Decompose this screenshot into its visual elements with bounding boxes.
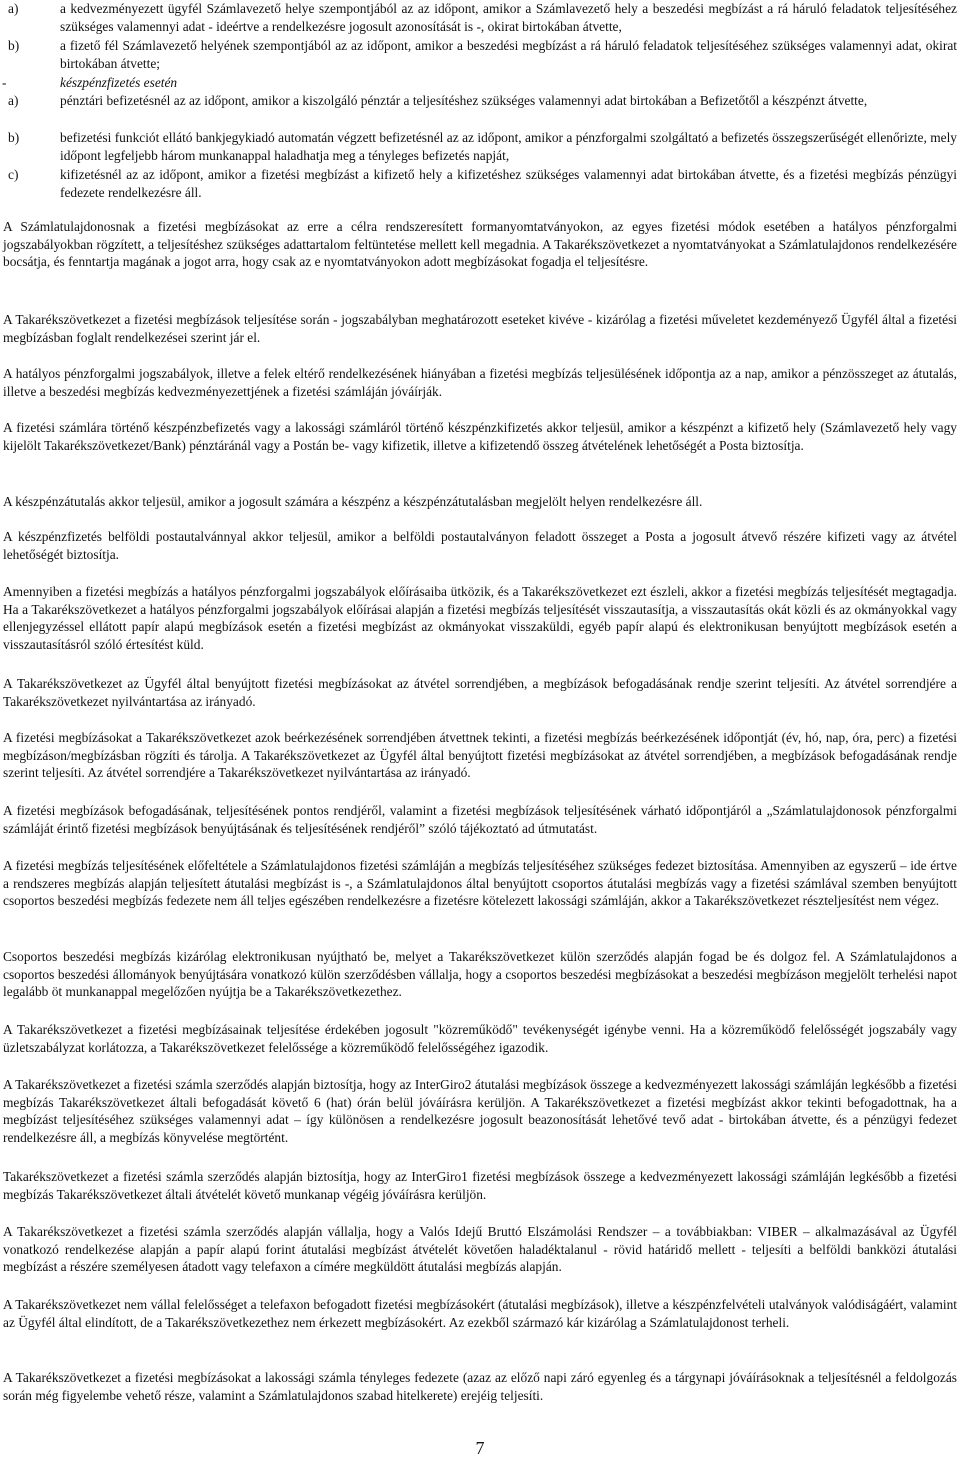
paragraph: A készpénzfizetés belföldi postautalvánnyal akkor teljesül, amikor a belföldi postautalványon feladott összeget a Posta a jogosult átvevő részére kifizeti vagy az átvétel lehetőségét biztosítja. [3,529,957,562]
paragraph: A Takarékszövetkezet nem vállal felelősséget a telefaxon befogadott fizetési megbízásokért (átutalási megbízások), illetve a készpénzfelvételi utalványok valódiságáért, valamint az Ügyfél által elindított, de a Takarékszövetkezethez nem érkezett megbízásokért. Az ezekből származó kár kizárólag a Számlatulajdonost terheli. [3,1297,957,1330]
paragraph: A Takarékszövetkezet a fizetési megbízások teljesítése során - jogszabályban meghatározott eseteket kivéve - kizárólag a fizetési műveletet kezdeményező Ügyfél által a fizetési megbízásban foglalt rendelkezései szerint jár el. [3,312,957,345]
list-item-text: pénztári befizetésnél az az időpont, amikor a kiszolgáló pénztár a teljesítéshez szükséges valamennyi adat birtokában a Befizetőtől a készpénzt átvette, [60,93,868,108]
list-item-text: a fizető fél Számlavezető helyének szempontjából az az időpont, amikor a beszedési megbízást a rá háruló feladatok teljesítéséhez szükséges valamennyi adat, okirat birtokában átvette; [60,38,957,71]
paragraph: A fizetési megbízások befogadásának, teljesítésének pontos rendjéről, valamint a fizetési megbízások teljesítésének várható időpontjáról a „Számlatulajdonosok pénzforgalmi számláját érintő fizetési megbízások benyújtásának és teljesítésének rendjéről” szóló tájékoztató ad útmutatást. [3,803,957,836]
list-item-text: a kedvezményezett ügyfél Számlavezető helye szempontjából az az időpont, amikor a Számlavezető hely a beszedési megbízást a rá háruló feladatok teljesítéséhez szükséges valamennyi adat - ideértve a rendelkezésre jogosult azonosítását is -, okirat birtokában átvette, [60,1,957,34]
list-item-text: befizetési funkciót ellátó bankjegykiadó automatán végzett befizetésnél az az időpont, amikor a pénzforgalmi szolgáltató a befizetés összegszerűségét ellenőrizte, mely időpont legfeljebb három munkanappal haladhatja meg a tényleges befizetés napját, [60,130,957,163]
paragraph: A Takarékszövetkezet a fizetési számla szerződés alapján biztosítja, hogy az InterGiro2 átutalási megbízások összege a kedvezményezett lakossági számláján legkésőbb a fizetési megbízás Takarékszövetkezet általi befogadását követő 6 (hat) órán belül jóváírásra kerüljön. A Takarékszövetkezet a fizetési megbízást akkor tekinti befogadottnak, ha a megbízást teljesítéséhez szükséges valamennyi adat – így különösen a rendelkezésre jogosult beazonosítását lehetővé tevő adat - birtokában átvette, és a pénzügyi fedezet rendelkezésre áll, a megbízás könyvelése megtörtént. [3,1077,957,1145]
paragraph: A Takarékszövetkezet a fizetési megbízásainak teljesítése érdekében jogosult "közreműködő" tevékenységét igénybe venni. Ha a közreműködő felelősségét jogszabály vagy üzletszabályzat korlátozza, a Takarékszövetkezet felelőssége a közreműködő felelősségéhez igazodik. [3,1022,957,1055]
page-number: 7 [475,1438,485,1458]
paragraph: A Számlatulajdonosnak a fizetési megbízásokat az erre a célra rendszeresített formanyomtatványokon, az egyes fizetési módok esetében a hatályos pénzforgalmi jogszabályokban rögzített, a teljesítéshez szükséges adattartalom feltüntetése mellett kell megadnia. A Takarékszövetkezet a nyomtatványokat a Számlatulajdonos rendelkezésére bocsátja, és fenntartja magának a jogot arra, hogy csak az e nyomtatványokon adott megbízásokat fogadja el teljesítésre. [3,219,957,270]
list-marker: a) [8,1,19,16]
paragraph: Csoportos beszedési megbízás kizárólag elektronikusan nyújtható be, melyet a Takarékszövetkezet külön szerződés alapján fogad be és dolgoz fel. A Számlatulajdonos a csoportos beszedési állományok benyújtására vonatkozó külön szerződésben vállalja, hogy a csoportos beszedési megbízásokat a beszedési megbízáson megjelölt terhelési napot legalább öt munkanappal megelőzően nyújtja be a Takarékszövetkezethez. [3,949,957,1000]
paragraph: A fizetési megbízásokat a Takarékszövetkezet azok beérkezésének sorrendjében átvettnek tekinti, a fizetési megbízás beérkezésének időpontját (év, hó, nap, óra, perc) a fizetési megbízáson/megbízásban rögzíti és tárolja. A Takarékszövetkezet az Ügyfél által benyújtott fizetési megbízásokat az átvétel sorrendjében, a megbízások befogadásának rendje szerint teljesíti. Az átvétel sorrendjére a Takarékszövetkezet nyilvántartása az irányadó. [3,730,957,781]
paragraph: A Takarékszövetkezet a fizetési megbízásokat a lakossági számla tényleges fedezete (azaz az előző napi záró egyenleg és a tárgynapi jóváírásoknak a teljesítésnél a feldolgozás során még figyelembe vehető része, valamint a Számlatulajdonos szabad hitelkerete) erejéig teljesíti. [3,1370,957,1403]
list-marker: b) [8,38,20,53]
list-item-text: kifizetésnél az az időpont, amikor a fizetési megbízást a kifizető hely a kifizetéshez szükséges valamennyi adat birtokában átvette, és a fizetési megbízás pénzügyi fedezete rendelkezésre áll. [60,167,957,200]
paragraph: Amennyiben a fizetési megbízás a hatályos pénzforgalmi jogszabályok előírásaiba ütközik, és a Takarékszövetkezet ezt észleli, akkor a fizetési megbízás teljesítését megtagadja. Ha a Takarékszövetkezet a hatályos pénzforgalmi jogszabályok előírásai alapján a fizetési megbízás teljesítését visszautasítja, a visszautasítás okát közli és az okmányokkal vagy ellenjegyzéssel ellátott papír alapú megbízások esetén a fizetési megbízást az okmányokat visszaküldi, egyéb papír alapú és elektronikusan benyújtott megbízások esetén a visszautasításról szóló értesítést küld. [3,584,957,652]
dash-marker: - [2,75,7,90]
subheading: készpénzfizetés esetén [60,75,178,90]
paragraph: A fizetési számlára történő készpénzbefizetés vagy a lakossági számláról történő készpénzkifizetés akkor teljesül, amikor a készpénzt a kifizető hely (Számlavezető hely vagy kijelölt Takarékszövetkezet/Bank) pénztáránál vagy a Postán be- vagy kifizetik, illetve a kifizetendő összeg átvételének lehetőségét a Posta biztosítja. [3,420,957,453]
list-marker: c) [8,167,19,182]
paragraph: A Takarékszövetkezet a fizetési számla szerződés alapján vállalja, hogy a Valós Idejű Bruttó Elszámolási Rendszer – a továbbiakban: VIBER – alkalmazásával az Ügyfél vonatkozó rendelkezése alapján a papír alapú forint átutalási megbízást átvételét követően haladéktalanul - rövid határidő mellett - teljesíti a belföldi bankközi átutalási megbízást a részére személyesen átadott vagy telefaxon a címére megküldött átutalási megbízás alapján. [3,1224,957,1275]
list-marker: b) [8,130,20,145]
paragraph: A Takarékszövetkezet az Ügyfél által benyújtott fizetési megbízásokat az átvétel sorrendjében, a megbízások befogadásának rendje szerint teljesíti. Az átvétel sorrendjére a Takarékszövetkezet nyilvántartása az irányadó. [3,676,957,709]
paragraph: A fizetési megbízás teljesítésének előfeltétele a Számlatulajdonos fizetési számláján a megbízás teljesítéséhez szükséges fedezet biztosítása. Amennyiben az egyszerű – ide értve a rendszeres megbízás alapján teljesített átutalási megbízást is -, a Számlatulajdonos által benyújtott csoportos átutalási megbízás vagy a fizetési számlával szemben benyújtott csoportos beszedési megbízás fedezete nem áll teljes egészében rendelkezésre a fizetésre kötelezett lakossági számláján, akkor a Takarékszövetkezet részteljesítést nem végez. [3,858,957,909]
paragraph: A készpénzátutalás akkor teljesül, amikor a jogosult számára a készpénz a készpénzátutalásban megjelölt helyen rendelkezésre áll. [3,494,703,509]
list-marker: a) [8,93,19,108]
paragraph: A hatályos pénzforgalmi jogszabályok, illetve a felek eltérő rendelkezésének hiányában a fizetési megbízás teljesülésének időpontja az a nap, amikor a pénzösszeget az átutalás, illetve a beszedési megbízás kedvezményezettjének a fizetési számláján jóváírják. [3,366,957,399]
paragraph: Takarékszövetkezet a fizetési számla szerződés alapján biztosítja, hogy az InterGiro1 fizetési megbízások összege a kedvezményezett lakossági számláján legkésőbb a fizetési megbízás Takarékszövetkezet általi átvételét követő munkanap végéig jóváírásra kerüljön. [3,1169,957,1202]
